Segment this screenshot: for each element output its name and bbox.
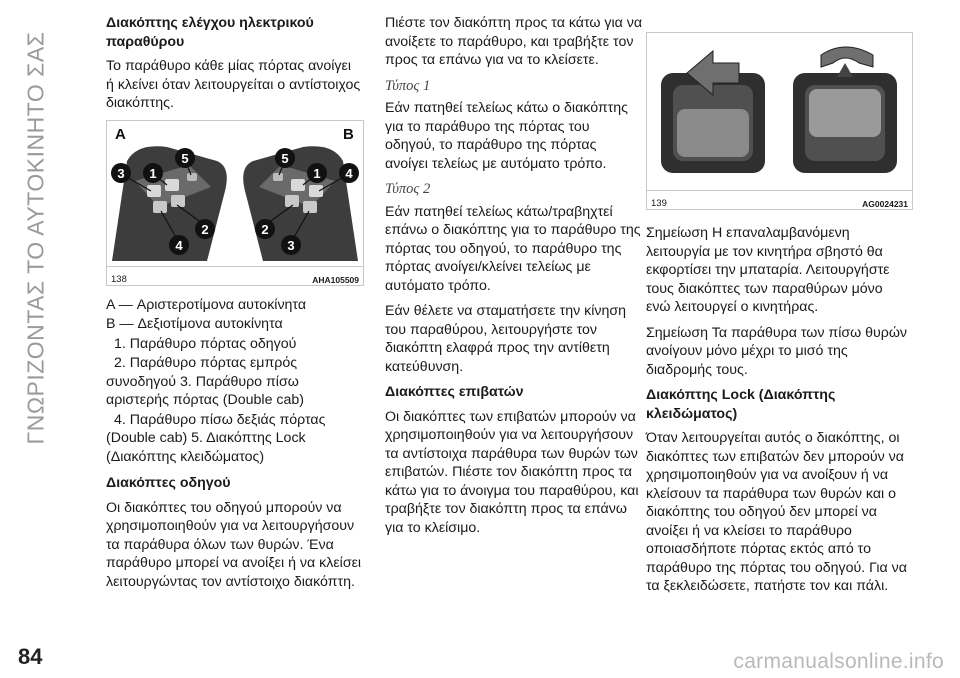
figure-legend [106, 296, 362, 467]
window-switch-intro: Το παράθυρο κάθε μίας πόρτας ανοίγει ή κλείνει όταν λειτουργείται ο αντίστοιχος διακόπτης. [106, 58, 361, 111]
callout-2-left: 2 [201, 221, 209, 237]
driver-switches-heading: Διακόπτες οδηγού [106, 475, 231, 491]
column-2 [385, 14, 643, 544]
callout-3-right: 3 [287, 237, 295, 253]
type-1-label: Τύπος 1 [385, 77, 431, 94]
figure-caption-bar [647, 190, 912, 209]
page-number: 84 [18, 644, 43, 669]
watermark: carmanualsonline.info [733, 650, 944, 673]
callout-2-right: 2 [261, 221, 269, 237]
note-rear-windows: Σημείωση Τα παράθυρα των πίσω θυρών ανοίγουν μόνο μέχρι το μισό της διαδρομής τους. [646, 324, 908, 378]
callout-1-right: 1 [313, 165, 321, 181]
legend-b: B — Δεξιοτίμονα αυτοκίνητα [106, 316, 283, 332]
figure-code: AG0024231 [862, 199, 908, 209]
passenger-switches-heading: Διακόπτες επιβατών [385, 384, 524, 400]
passenger-switches-text: Οι διακόπτες των επιβατών μπορούν να χρησιμοποιηθούν για να λειτουργήσουν τα αντίστοιχα παράθυρα των θυρών των επιβατών. Πιέστε τον διακόπτη προς τα κάτω για το άνοιγμα του παραθύρου, και τραβήξτε τον διακόπτη προς τα επάνω για το κλείσιμο. [385, 408, 639, 536]
figure-label-a: A [115, 125, 126, 143]
callout-1-left: 1 [149, 165, 157, 181]
lock-switch-heading: Διακόπτης Lock (Διακόπτης κλειδώματος) [646, 387, 836, 422]
figure-caption-bar [107, 266, 363, 285]
legend-1: 1. Παράθυρο πόρτας οδηγού [114, 335, 297, 352]
chapter-title-text: ΓΝΩΡΙΖΟΝΤΑΣ ΤΟ ΑΥΤΟΚΙΝΗΤΟ ΣΑΣ [22, 31, 49, 445]
callout-5-right: 5 [281, 150, 289, 166]
legend-2-3: 2. Παράθυρο πόρτας εμπρός συνοδηγού 3. Παράθυρο πίσω αριστερής πόρτας (Double cab) [106, 355, 305, 408]
lock-switch-text: Όταν λειτουργείται αυτός ο διακόπτης, οι διακόπτες των επιβατών δεν μπορούν να χρησιμοποιηθούν για να ανοίξουν ή να κλείσουν τα παράθυρα των θυρών και ο διακόπτης του οδηγού δεν μπορεί να ανοίξει ή να κλείσει το παράθυρο οποιασδήποτε πόρτας εκτός από το παράθυρο της πόρτας του οδηγού. Για να τα ξεκλειδώσετε, πατήστε τον και πάλι. [646, 430, 907, 594]
window-switch-heading: Διακόπτης ελέγχου ηλεκτρικού παραθύρου [106, 15, 314, 50]
switch-panels-illustration [107, 121, 363, 267]
note-battery: Σημείωση Η επαναλαμβανόμενη λειτουργία με τον κινητήρα σβηστό θα εκφορτίσει την μπαταρία. Λειτουργήστε τους διακόπτες των παραθύρων μόνο ενώ λειτουργεί ο κινητήρας. [646, 225, 890, 315]
callout-3-left: 3 [117, 165, 125, 181]
column-3 [646, 14, 911, 603]
figure-138-switch-panels [106, 120, 364, 286]
chapter-side-title [6, 18, 66, 458]
figure-139-switch-operation [646, 32, 913, 210]
callout-4-left: 4 [175, 237, 183, 253]
legend-a: A — Αριστεροτίμονα αυτοκίνητα [106, 296, 307, 313]
figure-number: 139 [651, 198, 667, 209]
switch-operation-text: Πιέστε τον διακόπτη προς τα κάτω για να ανοίξετε το παράθυρο, και τραβήξτε τον προς τα επάνω για να το κλείσετε. [385, 15, 643, 68]
switch-operation-illustration [647, 33, 912, 191]
driver-switches-text: Οι διακόπτες του οδηγού μπορούν να χρησιμοποιηθούν για να λειτουργήσουν τα παράθυρα όλων των θυρών. Ένα παράθυρο μπορεί να ανοίξει ή να κλείσει λειτουργώντας τον αντίστοιχο διακόπτη. [106, 499, 362, 590]
callout-4-right: 4 [345, 165, 353, 181]
callout-5-left: 5 [181, 150, 189, 166]
figure-label-b: B [343, 125, 354, 143]
legend-4-5: 4. Παράθυρο πίσω δεξιάς πόρτας (Double cab) 5. Διακόπτης Lock (Διακόπτης κλειδώματος) [106, 411, 326, 465]
figure-number: 138 [111, 273, 127, 285]
column-1 [106, 14, 362, 598]
figure-code: AHA105509 [312, 274, 359, 285]
stop-window-text: Εάν θέλετε να σταματήσετε την κίνηση του παραθύρου, λειτουργήστε τον διακόπτη ελαφρά προς την αντίθετη κατεύθυνση. [385, 303, 627, 375]
type-2-label: Τύπος 2 [385, 181, 431, 197]
type-1-text: Εάν πατηθεί τελείως κάτω ο διακόπτης για το παράθυρο της πόρτας του οδηγού, το παράθυρο της πόρτας ανοίγει τελείως με αυτόματο τρόπο. [385, 100, 629, 172]
type-2-text: Εάν πατηθεί τελείως κάτω/τραβηχτεί επάνω ο διακόπτης για το παράθυρο της πόρτας του οδηγού, το παράθυρο της πόρτας ανοίγει/κλείνει τελείως με αυτόματο τρόπο. [385, 203, 641, 294]
